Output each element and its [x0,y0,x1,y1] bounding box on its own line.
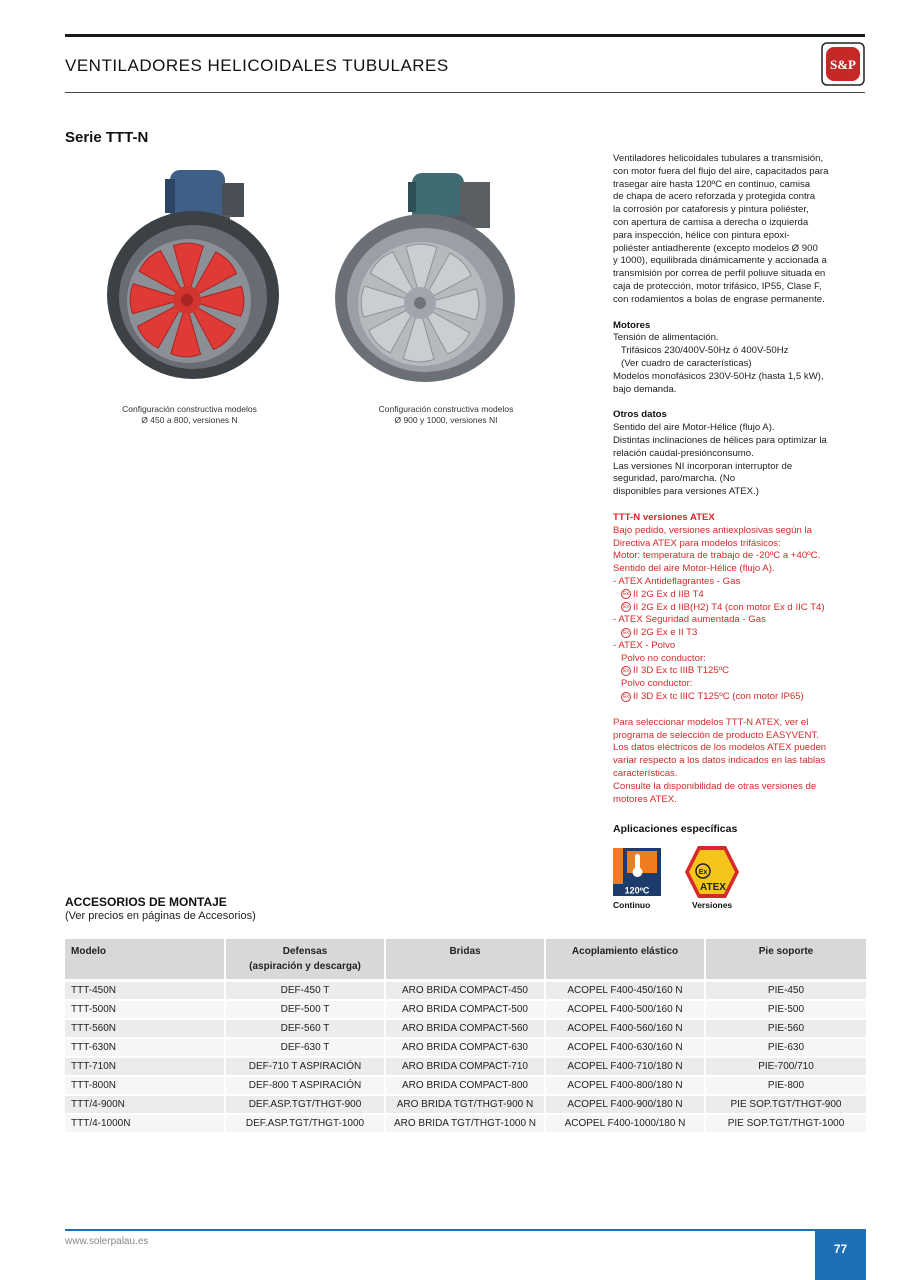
intro-line: y 1000), equilibrada dinámicamente y accionada a [613,255,827,267]
otros-line: disponibles para versiones ATEX.) [613,486,759,498]
otros-line: seguridad, paro/marcha. (No [613,473,736,485]
ex-symbol-icon: Ex [621,692,631,702]
atex-note-line: motores ATEX. [613,793,677,805]
table-cell: TTT/4-1000N [65,1114,225,1132]
otros-line: Distintas inclinaciones de hélices para optimizar la [613,434,827,446]
table-cell: ARO BRIDA COMPACT-710 [385,1057,545,1076]
motores-line: Trifásicos 230/400V-50Hz ó 400V-50Hz [613,345,789,357]
table-cell: DEF-710 T ASPIRACIÓN [225,1057,385,1076]
footer-rule [65,1229,815,1231]
page-number: 77 [815,1229,866,1280]
motores-heading: Motores [613,319,651,331]
column-header-defensas: Defensas (aspiración y descarga) [225,939,385,981]
table-row [65,1000,866,1019]
table-row [65,1095,866,1114]
motores-line: Modelos monofásicos 230V-50Hz (hasta 1,5 kW), [613,370,824,382]
ex-symbol-icon: Ex [621,602,631,612]
icon-badge-text: 120ºC [624,885,650,896]
table-cell: TTT-450N [65,981,225,1001]
fan-image-red [105,165,285,380]
table-cell: ACOPEL F400-450/160 N [545,981,705,1001]
table-cell: ARO BRIDA COMPACT-800 [385,1076,545,1095]
table-cell: DEF.ASP.TGT/THGT-1000 [225,1114,385,1132]
table-cell: ARO BRIDA TGT/THGT-1000 N [385,1114,545,1132]
ex-symbol-icon: Ex [621,666,631,676]
icon-label-versiones: Versiones [692,900,733,910]
atex-note-line: Consulte la disponibilidad de otras versiones de [613,780,817,792]
accessories-title: ACCESORIOS DE MONTAJE [65,895,227,909]
table-cell: PIE-700/710 [705,1057,866,1076]
table-cell: TTT-500N [65,1000,225,1019]
atex-line: Ex II 2G Ex d IIB(H2) T4 (con motor Ex d IIC T4) [613,602,863,615]
intro-line: para inspección, hélice con pintura epoxi- [613,229,790,241]
table-row [65,1038,866,1057]
table-row [65,1057,866,1076]
otros-datos-heading: Otros datos [613,409,667,421]
column-header-acoplamiento: Acoplamiento elástico [545,939,705,981]
atex-note-text [613,717,863,807]
ex-symbol-icon: Ex [621,589,631,599]
description-column [613,153,863,806]
motores-line: Tensión de alimentación. [613,332,719,344]
intro-line: la corrosión por cataforesis y pintura poliéster, [613,204,809,216]
otros-datos-text [613,422,863,499]
caption-fan-red [102,404,277,426]
motores-text [613,332,863,396]
intro-line: poliéster antiadherente (excepto modelos Ø 900 [613,242,818,254]
intro-line: con motor fuera del flujo del aire, capacitados para [613,165,829,177]
column-header-modelo: Modelo [65,939,225,981]
intro-line: de chapa de acero reforzada y protegida contra [613,191,816,203]
top-rule [65,34,865,37]
intro-line: trasegar aire hasta 120ºC en continuo, camisa [613,178,811,190]
table-cell: TTT-560N [65,1019,225,1038]
icon-label-continuo: Continuo [613,900,651,910]
atex-line: Ex II 2G Ex e II T3 [613,627,863,640]
fan-image-grey [330,168,520,383]
table-cell: PIE SOP.TGT/THGT-1000 [705,1114,866,1132]
atex-line: Polvo conductor: [621,678,693,690]
atex-note-line: programa de selección de producto EASYVENT. [613,729,819,741]
table-cell: PIE SOP.TGT/THGT-900 [705,1095,866,1114]
footer-url[interactable]: www.solerpalau.es [65,1236,149,1247]
atex-line: Ex II 3D Ex tc IIIB T125ºC [613,665,863,678]
accessories-subtitle: (Ver precios en páginas de Accesorios) [65,910,256,922]
table-cell: ACOPEL F400-1000/180 N [545,1114,705,1132]
table-cell: PIE-560 [705,1019,866,1038]
table-cell: DEF.ASP.TGT/THGT-900 [225,1095,385,1114]
table-cell: TTT-630N [65,1038,225,1057]
table-cell: TTT/4-900N [65,1095,225,1114]
atex-intro-line: Sentido del aire Motor-Hélice (flujo A). [613,563,775,575]
intro-line: Ventiladores helicoidales tubulares a transmisión, [613,153,824,164]
atex-line: Ex II 2G Ex d IIB T4 [613,589,863,602]
table-cell: ARO BRIDA COMPACT-560 [385,1019,545,1038]
table-cell: ACOPEL F400-800/180 N [545,1076,705,1095]
table-cell: ACOPEL F400-500/160 N [545,1000,705,1019]
table-cell: ACOPEL F400-560/160 N [545,1019,705,1038]
table-cell: DEF-800 T ASPIRACIÓN [225,1076,385,1095]
atex-intro-line: Directiva ATEX para modelos trifásicos: [613,537,781,549]
table-cell: DEF-450 T [225,981,385,1001]
table-cell: PIE-450 [705,981,866,1001]
ex-symbol-icon: Ex [621,628,631,638]
caption-line: Ø 900 y 1000, versiones NI [394,415,498,425]
atex-line: - ATEX - Polvo [613,639,676,651]
table-cell: ACOPEL F400-900/180 N [545,1095,705,1114]
atex-intro-line: - ATEX Antideflagrantes - Gas [613,575,741,587]
header-rule [65,92,865,93]
table-cell: DEF-630 T [225,1038,385,1057]
table-cell: DEF-500 T [225,1000,385,1019]
table-row [65,1114,866,1132]
logo-text: S&P [830,57,856,72]
table-row [65,981,866,1001]
otros-line: relación caudal-presiónconsumo. [613,447,754,459]
intro-line: con apertura de camisa a derecha o izquierda [613,216,809,228]
table-cell: ARO BRIDA COMPACT-450 [385,981,545,1001]
ex-symbol-text: Ex [698,869,708,876]
atex-line: - ATEX Seguridad aumentada - Gas [613,614,766,626]
sp-logo [821,42,865,86]
caption-line: Ø 450 a 800, versiones N [141,415,238,425]
intro-line: caja de protección, motor trifásico, IP55, Clase F, [613,280,822,292]
applications-title: Aplicaciones específicas [613,823,738,835]
table-cell: ARO BRIDA COMPACT-500 [385,1000,545,1019]
intro-line: con rodamientos a bolas de engrase permanente. [613,293,825,305]
atex-intro-line: Bajo pedido, versiones antiexplosivas según la [613,524,812,536]
icon-badge-text: ATEX [700,882,726,893]
table-cell: TTT-800N [65,1076,225,1095]
accessories-table [65,939,866,1132]
caption-line: Configuración constructiva modelos [378,404,514,414]
intro-line: transmisión por correa de perfil poliuve situada en [613,268,826,280]
caption-fan-grey [358,404,534,426]
atex-heading: TTT-N versiones ATEX [613,511,715,523]
table-cell: TTT-710N [65,1057,225,1076]
column-header-pie-soporte: Pie soporte [705,939,866,981]
motores-line: bajo demanda. [613,383,677,395]
atex-note-line: características. [613,768,678,780]
intro-text [613,153,863,307]
table-cell: PIE-800 [705,1076,866,1095]
table-cell: ACOPEL F400-710/180 N [545,1057,705,1076]
atex-note-line: Para seleccionar modelos TTT-N ATEX, ver el [613,716,809,728]
page-header-title: VENTILADORES HELICOIDALES TUBULARES [65,56,449,75]
otros-line: Sentido del aire Motor-Hélice (flujo A). [613,422,775,434]
otros-line: Las versiones NI incorporan interruptor de [613,460,793,472]
atex-line: Ex II 3D Ex tc IIIC T125ºC (con motor IP65) [613,691,863,704]
motores-line: (Ver cuadro de características) [613,357,752,369]
column-header-bridas: Bridas [385,939,545,981]
atex-section [613,512,863,807]
atex-intro-line: Motor: temperatura de trabajo de -20ºC a +40ºC. [613,550,821,562]
table-cell: ARO BRIDA TGT/THGT-900 N [385,1095,545,1114]
table-header-row [65,939,866,981]
atex-line: Polvo no conductor: [621,652,706,664]
table-row [65,1076,866,1095]
atex-note-line: Los datos eléctricos de los modelos ATEX pueden [613,742,827,754]
atex-icon [684,845,740,899]
table-cell: DEF-560 T [225,1019,385,1038]
thermometer-icon [613,848,661,896]
series-title: Serie TTT-N [65,129,149,146]
table-cell: PIE-630 [705,1038,866,1057]
atex-note-line: variar respecto a los datos indicados en las tablas [613,755,826,767]
caption-line: Configuración constructiva modelos [122,404,257,414]
table-cell: ARO BRIDA COMPACT-630 [385,1038,545,1057]
table-cell: ACOPEL F400-630/160 N [545,1038,705,1057]
table-row [65,1019,866,1038]
atex-intro-text [613,525,863,589]
table-cell: PIE-500 [705,1000,866,1019]
